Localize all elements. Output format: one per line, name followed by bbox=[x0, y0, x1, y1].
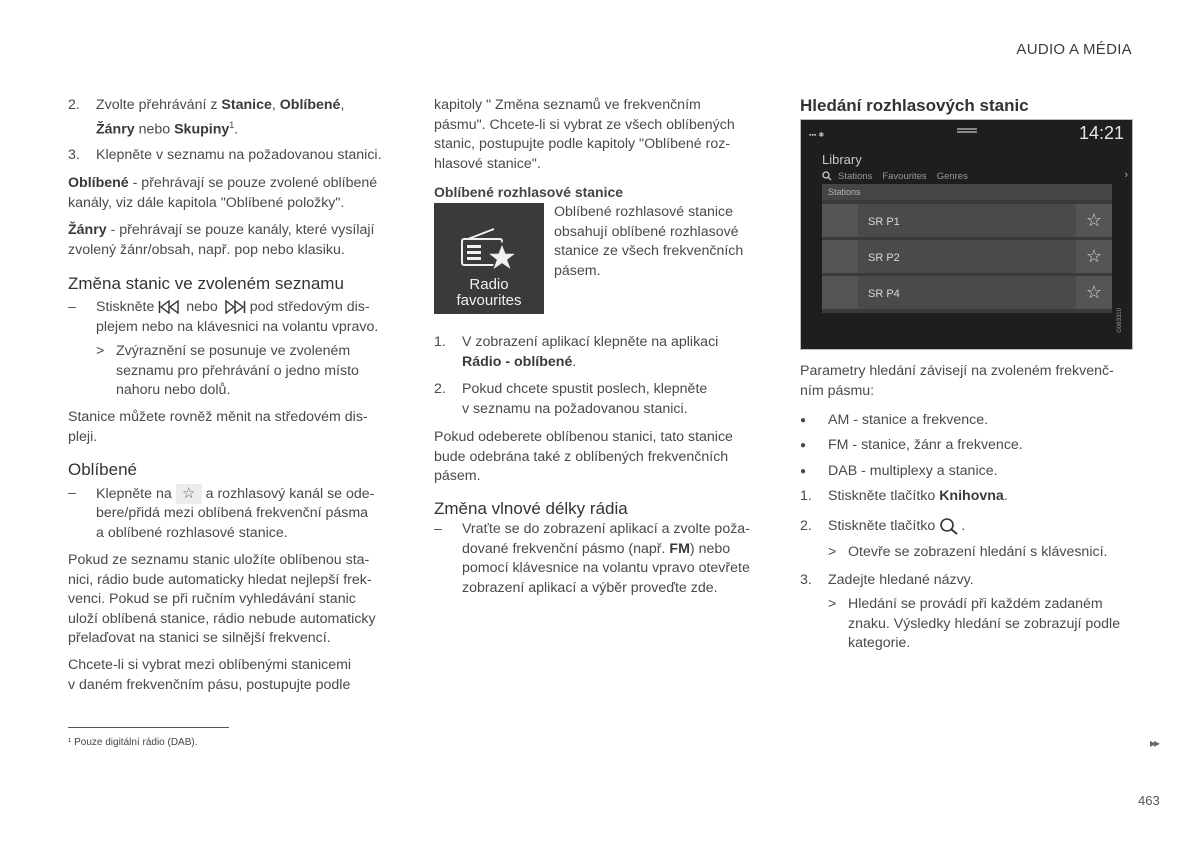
bullet-dab: ● DAB - multiplexy a stanice. bbox=[800, 463, 998, 479]
dash-item-change: – Stiskněte nebo pod středovým dis- plejem nebo na klávesnici na volantu vpravo. bbox=[68, 299, 379, 335]
step-1-open-app: 1. V zobrazení aplikací klepněte na aplikaci Rádio - oblíbené. bbox=[434, 334, 719, 370]
heading-zmena-vlnove-delky: Změna vlnové délky rádia bbox=[434, 499, 628, 518]
star-icon: ☆ bbox=[1076, 204, 1112, 237]
station-name: SR P4 bbox=[868, 288, 900, 300]
star-icon: ☆ bbox=[1076, 276, 1112, 309]
result-highlight: > Zvýraznění se posunuje ve zvoleném seznamu pro přehrávání o jedno místo nahoru nebo dolů. bbox=[96, 343, 359, 398]
tab-favourites: Favourites bbox=[882, 171, 927, 182]
station-row bbox=[822, 204, 1112, 237]
step-1-knihovna: 1. Stiskněte tlačítko Knihovna. bbox=[800, 488, 1008, 504]
tab-genres: Genres bbox=[936, 171, 968, 182]
skip-forward-icon bbox=[222, 300, 246, 314]
dash-item-waveband: – Vraťte se do zobrazení aplikací a zvolte poža- dované frekvenční pásmo (např. FM) nebo pomocí klávesnice na volantu vpravo otevřete zobrazení aplikací a výběr proveďte zde. bbox=[434, 521, 750, 596]
paragraph-zanry: Žánry - přehrávají se pouze kanály, které vysílají zvolený žánr/obsah, např. pop nebo klasiku. bbox=[68, 222, 375, 258]
paragraph-pokud: Pokud ze seznamu stanic uložíte oblíbenou sta- nici, rádio bude automaticky hledat nejlepší frek- venci. Pokud se při ručním vyhledávání stanic uloží oblíbená stanice, rádio nebude automaticky přelaďovat na stanici se silnější frekvencí. bbox=[68, 552, 376, 646]
bullet-am: ● AM - stanice a frekvence. bbox=[800, 412, 989, 428]
heading-hledani: Hledání rozhlasových stanic bbox=[800, 96, 1029, 115]
skip-back-icon bbox=[158, 300, 182, 314]
image-code: G063310 bbox=[1116, 308, 1123, 333]
footnote: ¹ Pouze digitální rádio (DAB). bbox=[68, 737, 198, 748]
station-row bbox=[822, 276, 1112, 309]
chevron-right-icon: › bbox=[1124, 169, 1128, 181]
step-2: 2. Zvolte přehrávání z Stanice, Oblíbené, Žánry nebo Skupiny$^1$. bbox=[68, 97, 345, 138]
library-title: Library bbox=[822, 152, 862, 167]
step-3-enter: 3. Zadejte hledané názvy. bbox=[800, 572, 974, 588]
chapter-header: AUDIO A MÉDIA bbox=[1016, 41, 1132, 58]
radio-star-icon bbox=[460, 225, 518, 275]
library-screenshot bbox=[800, 119, 1133, 350]
continue-arrow-icon: ▸▸ bbox=[1150, 736, 1159, 750]
heading-oblibene: Oblíbené bbox=[68, 460, 137, 479]
heading-zmena-stanic: Změna stanic ve zvoleném seznamu bbox=[68, 274, 344, 293]
star-icon: ☆ bbox=[176, 484, 202, 504]
search-icon bbox=[939, 517, 961, 535]
station-name: SR P2 bbox=[868, 252, 900, 264]
star-icon: ☆ bbox=[1076, 240, 1112, 273]
paragraph-stanice: Stanice můžete rovněž měnit na středovém dis- pleji. bbox=[68, 409, 368, 445]
station-art-icon bbox=[822, 276, 858, 309]
dash-item-favourite: – Klepněte na ☆ a rozhlasový kanál se ode- bere/přidá mezi oblíbená frekvenční pásma a oblíbené rozhlasové stanice. bbox=[68, 485, 375, 541]
image-caption-radio: Radio bbox=[469, 276, 509, 293]
image-caption-favourites: favourites bbox=[456, 292, 522, 309]
tab-stations: Stations bbox=[838, 171, 873, 182]
paragraph-chcete: Chcete-li si vybrat mezi oblíbenými stanicemi v daném frekvenčním pásu, postupujte podle bbox=[68, 657, 352, 693]
paragraph-oblibene: Oblíbené - přehrávají se pouze zvolené oblíbené kanály, viz dále kapitola "Oblíbené položky". bbox=[68, 175, 378, 211]
result-search: > Hledání se provádí při každém zadaném znaku. Výsledky hledání se zobrazují podle kategorie. bbox=[828, 596, 1121, 651]
status-bar-icons: ▪▪▪ ✱ bbox=[809, 132, 825, 139]
result-keyboard: > Otevře se zobrazení hledání s klávesnicí. bbox=[828, 544, 1108, 560]
step-3: 3. Klepněte v seznamu na požadovanou stanici. bbox=[68, 147, 382, 163]
drag-handle-icon bbox=[957, 128, 977, 130]
footnote-rule bbox=[68, 727, 229, 728]
station-row bbox=[822, 240, 1112, 273]
step-2-listen: 2. Pokud chcete spustit poslech, klepněte v seznamu na požadovanou stanici. bbox=[434, 381, 708, 417]
heading-oblibene-stanice: Oblíbené rozhlasové stanice bbox=[434, 184, 624, 200]
paragraph-image-side: Oblíbené rozhlasové stanice obsahují oblíbené rozhlasové stanice ze všech frekvenčních pásem. bbox=[554, 204, 744, 279]
clock-time: 14:21 bbox=[1078, 123, 1124, 143]
search-icon bbox=[822, 171, 832, 181]
step-2-search: 2. Stiskněte tlačítko . bbox=[800, 518, 966, 534]
bullet-fm: ● FM - stanice, žánr a frekvence. bbox=[800, 437, 1023, 453]
page-number: 463 bbox=[1138, 793, 1160, 808]
stations-list-header: Stations bbox=[822, 184, 1112, 200]
paragraph-continuation: kapitoly " Změna seznamů ve frekvenčním pásmu". Chcete-li si vybrat ze všech oblíbených stanic, postupujte podle kapitoly "Oblíbené roz- hlasové stanice". bbox=[434, 97, 735, 172]
radio-favourites-image bbox=[434, 203, 544, 314]
paragraph-odebrani: Pokud odeberete oblíbenou stanici, tato stanice bude odebrána také z oblíbených frekvenčních pásem. bbox=[434, 429, 733, 484]
station-art-icon bbox=[822, 204, 858, 237]
station-name: SR P1 bbox=[868, 216, 900, 228]
station-art-icon bbox=[822, 240, 858, 273]
paragraph-parametry: Parametry hledání závisejí na zvoleném frekvenč- ním pásmu: bbox=[800, 363, 1114, 399]
